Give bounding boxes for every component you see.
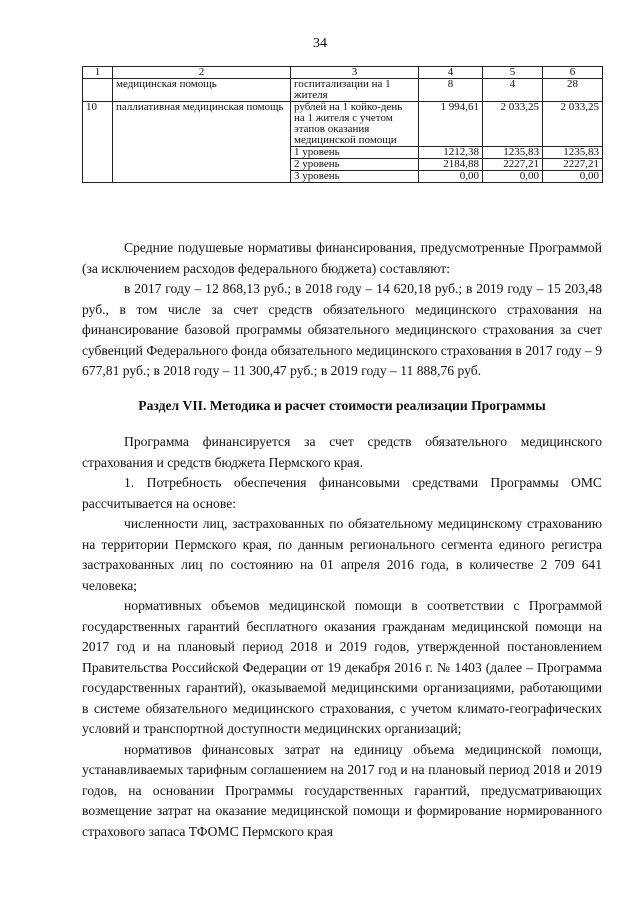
value-2017: 2184,88 [419, 159, 483, 171]
paragraph: нормативных объемов медицинской помощи в соответствии с Программой государственных гарантий бесплатного оказания гражданам медицинской помощи на 2017 год и на плановый период 2018 и 2019 годов, утвержденной постановлением Правительства Российской Федерации от 19 декабря 2016 г. № 1403 (далее – Программа государственных гарантий), оказываемой медицинскими организациями, работающими в системе обязательного медицинского страхования, с учетом климато-географических условий и транспортной доступности медицинских организаций; [82, 598, 602, 736]
value-2019: 0,00 [543, 171, 603, 183]
paragraph: нормативов финансовых затрат на единицу объема медицинской помощи, устанавливаемых тарифным соглашением на 2017 год и на плановый период 2018 и 2019 годов, на основании Программы государственных гарантий, предусматривающих возмещение затрат на оказание медицинской помощи и формирование нормированного страхового запаса ТФОМС Пермского края [82, 741, 602, 839]
table-row [83, 79, 603, 102]
value-2019: 28 [543, 79, 603, 102]
care-type [113, 159, 291, 171]
page-number: 34 [313, 36, 327, 51]
unit: госпитализации на 1 жителя [291, 79, 419, 102]
value-2018: 1235,83 [483, 147, 543, 159]
level-label: 3 уровень [291, 171, 419, 183]
header-cell: 3 [291, 67, 419, 79]
row-number [83, 79, 113, 102]
section-heading: Раздел VII. Методика и расчет стоимости реализации Программы [138, 397, 546, 413]
care-type [113, 171, 291, 183]
header-cell: 1 [83, 67, 113, 79]
value-2017: 1212,38 [419, 147, 483, 159]
care-type: медицинская помощь [113, 79, 291, 102]
paragraph: Средние подушевые нормативы финансирования, предусмотренные Программой (за исключением расходов федерального бюджета) составляют: [82, 240, 602, 276]
paragraph: 1. Потребность обеспечения финансовыми средствами Программы ОМС рассчитывается на основе: [82, 475, 602, 511]
body-text [82, 238, 602, 842]
value-2018: 2 033,25 [483, 102, 543, 147]
table-row [83, 159, 603, 171]
table-row [83, 147, 603, 159]
header-cell: 2 [113, 67, 291, 79]
value-2017: 0,00 [419, 171, 483, 183]
header-cell: 4 [419, 67, 483, 79]
paragraph: численности лиц, застрахованных по обязательному медицинскому страхованию на территории Пермского края, по данным регионального сегмента единого регистра застрахованных лиц по состоянию на 01 апреля 2016 года, в количестве 2 709 641 человека; [82, 516, 602, 593]
value-2018: 4 [483, 79, 543, 102]
level-label: 1 уровень [291, 147, 419, 159]
header-cell: 6 [543, 67, 603, 79]
row-number [83, 147, 113, 159]
value-2018: 2227,21 [483, 159, 543, 171]
value-2017: 8 [419, 79, 483, 102]
norms-table [82, 66, 603, 183]
value-2019: 1235,83 [543, 147, 603, 159]
table-header-row [83, 67, 603, 79]
value-2017: 1 994,61 [419, 102, 483, 147]
level-label: 2 уровень [291, 159, 419, 171]
care-type [113, 147, 291, 159]
care-type: паллиативная медицинская помощь [113, 102, 291, 147]
row-number [83, 159, 113, 171]
unit: рублей на 1 койко-день на 1 жителя с учетом этапов оказания медицинской помощи [291, 102, 419, 147]
paragraph: Программа финансируется за счет средств обязательного медицинского страхования и средств бюджета Пермского края. [82, 434, 602, 470]
value-2019: 2 033,25 [543, 102, 603, 147]
row-number: 10 [83, 102, 113, 147]
paragraph: в 2017 году – 12 868,13 руб.; в 2018 году – 14 620,18 руб.; в 2019 году – 15 203,48 руб., в том числе за счет средств обязательного медицинского страхования на финансирование базовой программы обязательного медицинского страхования за счет субвенций Федерального фонда обязательного медицинского страхования в 2017 году – 9 677,81 руб.; в 2018 году – 11 300,47 руб.; в 2019 году – 11 888,76 руб. [82, 281, 602, 378]
header-cell: 5 [483, 67, 543, 79]
row-number [83, 171, 113, 183]
value-2018: 0,00 [483, 171, 543, 183]
value-2019: 2227,21 [543, 159, 603, 171]
table-row [83, 102, 603, 147]
table-row [83, 171, 603, 183]
